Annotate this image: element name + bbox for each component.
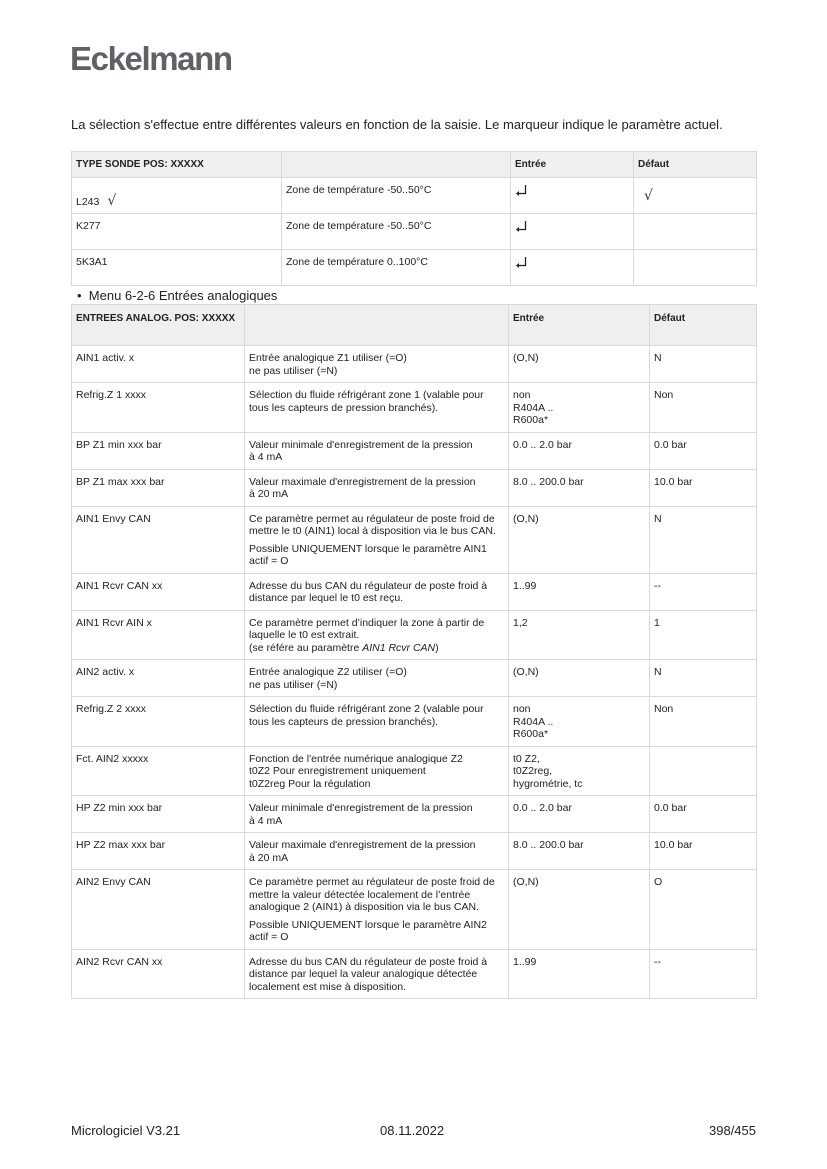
default-value-cell: 0.0 bar <box>650 432 757 469</box>
description-line: Sélection du fluide réfrigérant zone 2 (valable pour tous les capteurs de pression branchés). <box>249 703 484 728</box>
table2-header-cell: Entrée <box>509 305 650 346</box>
description-line: t0Z2reg Pour la régulation <box>249 777 371 790</box>
entry-values-cell <box>509 432 650 469</box>
parameter-description-cell <box>245 573 509 610</box>
parameter-name-cell: AIN1 Rcvr CAN xx <box>72 573 245 610</box>
entry-values-cell <box>509 346 650 383</box>
parameter-name-cell: AIN1 activ. x <box>72 346 245 383</box>
parameter-name-cell: AIN2 Rcvr CAN xx <box>72 949 245 999</box>
menu-title: Menu 6-2-6 Entrées analogiques <box>88 288 278 303</box>
description-line: Sélection du fluide réfrigérant zone 1 (valable pour tous les capteurs de pression branchés). <box>249 389 484 414</box>
parameter-description-cell <box>245 833 509 870</box>
description-line: t0Z2 Pour enregistrement uniquement <box>249 765 426 777</box>
entry-value-line: t0 Z2, <box>513 752 540 765</box>
table1-row <box>72 178 757 214</box>
footer-page-number: 398/455 <box>709 1123 756 1138</box>
entry-value-line: 8.0 .. 200.0 bar <box>513 839 584 851</box>
entry-value-line: 1..99 <box>513 955 537 968</box>
default-cell <box>634 214 757 250</box>
enter-icon <box>515 220 527 236</box>
default-cell <box>634 250 757 286</box>
sensor-range-cell: Zone de température 0..100°C <box>282 250 511 286</box>
sensor-name: K277 <box>76 220 101 232</box>
default-value-cell: Non <box>650 697 757 747</box>
default-value-cell: N <box>650 660 757 697</box>
description-line: ne pas utiliser (=N) <box>249 678 338 691</box>
parameter-description-cell <box>245 746 509 796</box>
entry-value-line: (O,N) <box>513 666 539 678</box>
parameter-name-cell: Refrig.Z 1 xxxx <box>72 383 245 433</box>
current-marker-icon: √ <box>107 192 117 209</box>
description-line: Ce paramètre permet d’indiquer la zone à partir de laquelle le t0 est extrait. <box>249 616 485 641</box>
description-line: à 20 mA <box>249 488 289 500</box>
description-line: à 4 mA <box>249 451 283 463</box>
entry-value-line: 1..99 <box>513 579 537 592</box>
enter-icon <box>515 184 527 200</box>
parameter-description-cell <box>245 796 509 833</box>
menu-bullet: • Menu 6-2-6 Entrées analogiques <box>77 288 278 303</box>
default-value-cell: O <box>650 870 757 950</box>
entry-value-line: 0.0 .. 2.0 bar <box>513 802 572 814</box>
entry-value-line: (O,N) <box>513 512 539 525</box>
sensor-type-cell <box>72 214 282 250</box>
entry-value-line: R600a* <box>513 728 549 740</box>
entry-values-cell <box>509 870 650 950</box>
entry-value-line: (O,N) <box>513 352 539 364</box>
table2-row <box>72 660 757 697</box>
sensor-type-cell <box>72 250 282 286</box>
table2-header-cell: ENTREES ANALOG. POS: XXXXX <box>72 305 245 346</box>
table2-row <box>72 506 757 573</box>
entry-value-line: hygrométrie, tc <box>513 777 583 790</box>
description-line: Valeur maximale d'enregistrement de la pression <box>249 475 476 488</box>
parameter-description-cell <box>245 469 509 506</box>
parameter-description-cell <box>245 432 509 469</box>
entry-value-line: R404A .. <box>513 401 554 414</box>
entry-cell <box>511 214 634 250</box>
parameter-name-cell: AIN1 Rcvr AIN x <box>72 610 245 660</box>
default-value-cell: N <box>650 506 757 573</box>
description-line: Valeur minimale d'enregistrement de la pression <box>249 802 473 814</box>
table2-row <box>72 383 757 433</box>
entry-values-cell <box>509 660 650 697</box>
entry-values-cell <box>509 383 650 433</box>
default-value-cell: Non <box>650 383 757 433</box>
default-value-cell: 10.0 bar <box>650 469 757 506</box>
type-sonde-table <box>71 151 757 286</box>
description-line: ne pas utiliser (=N) <box>249 364 338 377</box>
entry-cell <box>511 250 634 286</box>
entry-values-cell <box>509 949 650 999</box>
entry-cell <box>511 178 634 214</box>
table2-row <box>72 870 757 950</box>
entry-values-cell <box>509 746 650 796</box>
description-line: Fonction de l'entrée numérique analogique Z2 <box>249 752 463 765</box>
default-value-cell: 0.0 bar <box>650 796 757 833</box>
parameter-name-cell: Fct. AIN2 xxxxx <box>72 746 245 796</box>
default-value-cell: 10.0 bar <box>650 833 757 870</box>
sensor-type-cell <box>72 178 282 214</box>
parameter-name-cell: BP Z1 max xxx bar <box>72 469 245 506</box>
table2-row <box>72 346 757 383</box>
entry-value-line: t0Z2reg, <box>513 765 553 777</box>
parameter-description-cell <box>245 506 509 573</box>
reference-suffix: ) <box>435 641 439 654</box>
default-cell <box>634 178 757 214</box>
entry-values-cell <box>509 506 650 573</box>
reference-prefix: (se référe au paramètre <box>249 641 363 654</box>
table1-header-cell: Entrée <box>511 152 634 178</box>
footer-date: 08.11.2022 <box>380 1123 445 1138</box>
table2-row <box>72 833 757 870</box>
intro-text: La sélection s'effectue entre différentes valeurs en fonction de la saisie. Le marqueur indique le paramètre actuel. <box>71 117 723 132</box>
parameter-description-cell <box>245 610 509 660</box>
table2-row <box>72 610 757 660</box>
description-line: Ce paramètre permet au régulateur de poste froid de mettre la valeur détectée localement de l’entrée analogique 2 (AIN1) à disposition via le bus CAN. <box>249 876 495 913</box>
description-note: Possible UNIQUEMENT lorsque le paramètre AIN2 actif = O <box>249 918 487 943</box>
table1-row <box>72 214 757 250</box>
reference-parameter: AIN1 Rcvr CAN <box>362 641 436 654</box>
default-value-cell: -- <box>650 949 757 999</box>
parameter-description-cell <box>245 697 509 747</box>
sensor-name: 5K3A1 <box>76 256 108 268</box>
default-marker-icon: √ <box>644 188 653 204</box>
description-line: Adresse du bus CAN du régulateur de poste froid à distance par lequel le t0 est reçu. <box>249 579 488 604</box>
table2-row <box>72 469 757 506</box>
entry-values-cell <box>509 610 650 660</box>
entry-value-line: (O,N) <box>513 876 539 888</box>
description-line: Valeur minimale d'enregistrement de la pression <box>249 438 473 451</box>
entry-value-line: 1,2 <box>513 616 528 629</box>
table2-row <box>72 949 757 999</box>
table2-row <box>72 432 757 469</box>
entry-value-line: 0.0 .. 2.0 bar <box>513 438 572 451</box>
default-value-cell: N <box>650 346 757 383</box>
description-line: Valeur maximale d'enregistrement de la pression <box>249 839 476 851</box>
sensor-range-cell: Zone de température -50..50°C <box>282 214 511 250</box>
entry-values-cell <box>509 469 650 506</box>
enter-icon <box>515 256 527 272</box>
description-line: Entrée analogique Z1 utiliser (=O) <box>249 352 407 364</box>
default-value-cell <box>650 746 757 796</box>
table2-header-cell <box>245 305 509 346</box>
parameter-name-cell: HP Z2 max xxx bar <box>72 833 245 870</box>
parameter-name-cell: AIN2 activ. x <box>72 660 245 697</box>
parameter-description-cell <box>245 949 509 999</box>
description-line: à 4 mA <box>249 814 283 827</box>
parameter-name-cell: AIN1 Envy CAN <box>72 506 245 573</box>
entry-value-line: non <box>513 703 531 715</box>
entrees-analog-table <box>71 304 757 999</box>
parameter-description-cell <box>245 383 509 433</box>
description-line: Adresse du bus CAN du régulateur de poste froid à distance par lequel la valeur analogique détectée localement est mise à disposition. <box>249 955 488 993</box>
entry-value-line: 8.0 .. 200.0 bar <box>513 475 584 488</box>
table1-header-cell: Défaut <box>634 152 757 178</box>
table2-row <box>72 573 757 610</box>
parameter-name-cell: AIN2 Envy CAN <box>72 870 245 950</box>
entry-value-line: non <box>513 389 531 401</box>
default-value-cell: -- <box>650 573 757 610</box>
table1-header-cell: TYPE SONDE POS: XXXXX <box>72 152 282 178</box>
entry-values-cell <box>509 796 650 833</box>
sensor-name: L243 <box>76 195 100 208</box>
parameter-description-cell <box>245 870 509 950</box>
default-value-cell: 1 <box>650 610 757 660</box>
footer-version: Micrologiciel V3.21 <box>71 1123 181 1138</box>
table2-row <box>72 796 757 833</box>
table1-row <box>72 250 757 286</box>
parameter-name-cell: BP Z1 min xxx bar <box>72 432 245 469</box>
table2-row <box>72 746 757 796</box>
parameter-description-cell <box>245 346 509 383</box>
entry-values-cell <box>509 573 650 610</box>
table2-header-cell: Défaut <box>650 305 757 346</box>
sensor-range-cell: Zone de température -50..50°C <box>282 178 511 214</box>
parameter-name-cell: HP Z2 min xxx bar <box>72 796 245 833</box>
description-line: à 20 mA <box>249 851 289 864</box>
entry-value-line: R600a* <box>513 414 549 426</box>
table1-header-cell <box>282 152 511 178</box>
entry-value-line: R404A .. <box>513 715 554 728</box>
description-reference-line <box>249 642 504 655</box>
description-line: Entrée analogique Z2 utiliser (=O) <box>249 666 407 678</box>
parameter-description-cell <box>245 660 509 697</box>
parameter-name-cell: Refrig.Z 2 xxxx <box>72 697 245 747</box>
eckelmann-logo: Eckelmann <box>70 40 232 77</box>
description-note: Possible UNIQUEMENT lorsque le paramètre AIN1 actif = O <box>249 542 487 567</box>
entry-values-cell <box>509 697 650 747</box>
entry-values-cell <box>509 833 650 870</box>
table2-row <box>72 697 757 747</box>
description-line: Ce paramètre permet au régulateur de poste froid de mettre le t0 (AIN1) local à disposition via le bus CAN. <box>249 512 496 537</box>
